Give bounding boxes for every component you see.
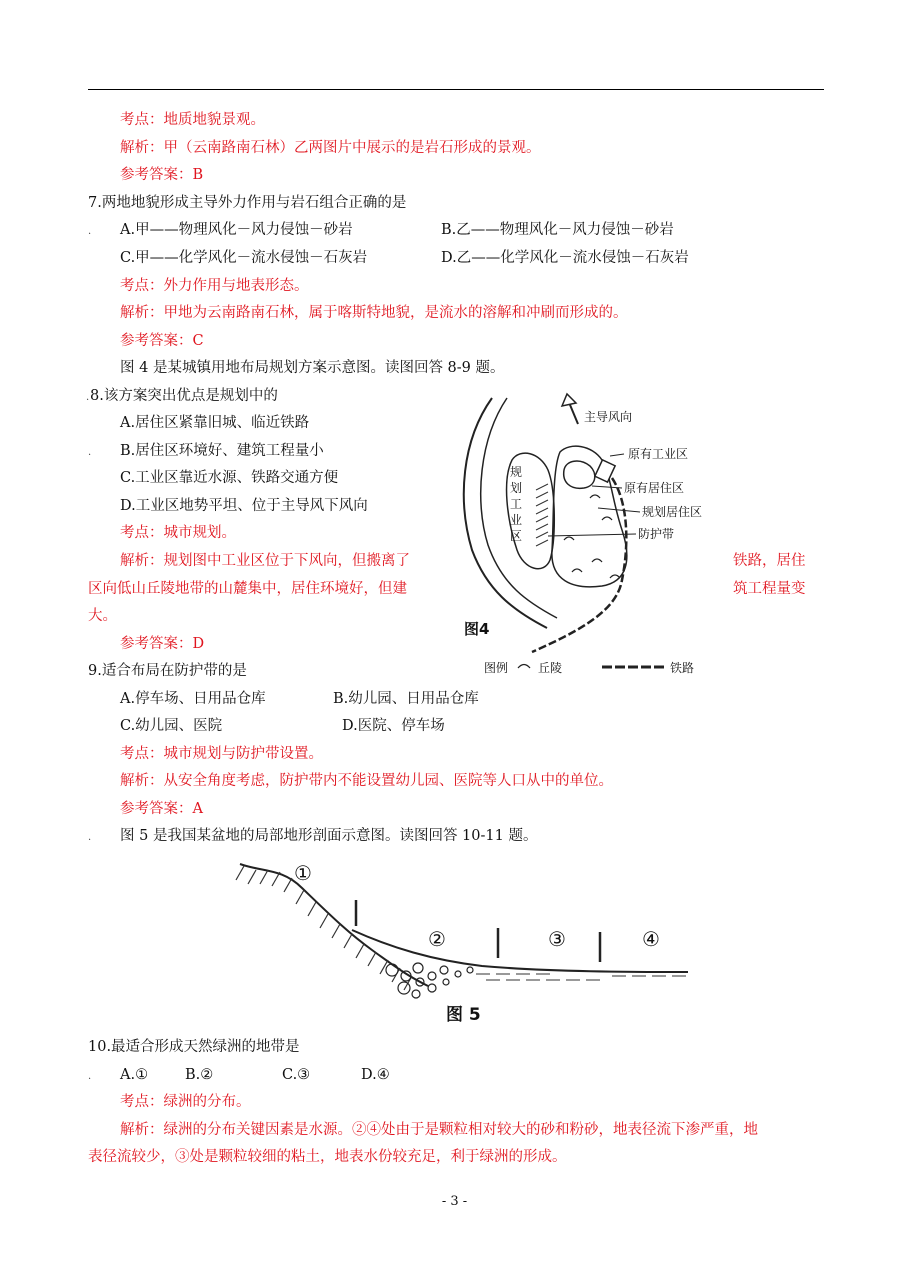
q7-option-c: C.甲——化学风化－流水侵蚀－石灰岩 [120, 250, 368, 266]
fig4-legend-label: 图例 [484, 661, 509, 675]
fig4-legend-hill: 丘陵 [538, 661, 563, 675]
q8-kaodian: 考点：城市规划。 [120, 525, 236, 541]
fig5-caption: 图 5 [446, 1005, 481, 1025]
q9-stem: 9.适合布局在防护带的是 [88, 663, 247, 679]
svg-text:划: 划 [510, 481, 523, 495]
q10-kaodian: 考点：绿洲的分布。 [120, 1094, 251, 1110]
fig4-legend-rail: 铁路 [670, 661, 695, 675]
fig4-plan-residential-label: 规划居住区 [642, 505, 703, 519]
fig4-intro: 图 4 是某城镇用地布局规划方案示意图。读图回答 8-9 题。 [120, 360, 505, 376]
bullet-dot: . [86, 392, 90, 403]
bullet-dot: . [88, 447, 92, 458]
q9-kaodian: 考点：城市规划与防护带设置。 [120, 746, 323, 762]
figure-4-land-use-map [452, 390, 732, 680]
bullet-dot: . [88, 832, 92, 843]
q9-option-b: B.幼儿园、日用品仓库 [333, 691, 479, 707]
q6-answer: 参考答案：B [120, 167, 204, 183]
q9-jiexi: 解析：从安全角度考虑，防护带内不能设置幼儿园、医院等人口从中的单位。 [120, 773, 613, 789]
fig4-old-residential-label: 原有居住区 [624, 481, 685, 495]
fig5-zone-2: ② [428, 927, 446, 951]
q8-answer: 参考答案：D [120, 636, 205, 652]
q10-stem: 10.最适合形成天然绿洲的地带是 [88, 1039, 300, 1055]
fig4-old-industry-label: 原有工业区 [628, 447, 689, 461]
q7-option-d: D.乙——化学风化－流水侵蚀－石灰岩 [441, 250, 689, 266]
q7-answer: 参考答案：C [120, 333, 204, 349]
fig5-zone-4: ④ [642, 927, 660, 951]
svg-text:区: 区 [510, 529, 523, 543]
q8-option-c: C.工业区靠近水源、铁路交通方便 [120, 470, 339, 486]
q7-option-b: B.乙——物理风化－风力侵蚀－砂岩 [441, 222, 674, 238]
q10-option-a: A.① [120, 1067, 149, 1083]
bullet-dot: . [88, 226, 92, 237]
q10-option-d: D.④ [361, 1067, 390, 1083]
q10-option-b: B.② [185, 1067, 214, 1083]
q9-option-c: C.幼儿园、医院 [120, 718, 223, 734]
header-rule [88, 89, 824, 90]
svg-text:业: 业 [510, 513, 523, 527]
q7-option-a: A.甲——物理风化－风力侵蚀－砂岩 [120, 222, 353, 238]
svg-text:规: 规 [510, 465, 523, 479]
q8-option-d: D.工业区地势平坦、位于主导风下风向 [120, 498, 368, 514]
q8-jiexi-line2-end: 筑工程量变 [733, 581, 806, 597]
fig4-caption: 图4 [464, 620, 490, 638]
q8-stem: 8.该方案突出优点是规划中的 [90, 388, 278, 404]
q6-kaodian: 考点：地质地貌景观。 [120, 112, 265, 128]
fig4-wind-label: 主导风向 [584, 410, 633, 424]
q8-jiexi-line2: 区向低山丘陵地带的山麓集中，居住环境好，但建 [88, 581, 407, 597]
fig4-belt-label: 防护带 [638, 527, 675, 541]
q6-jiexi: 解析：甲（云南路南石林）乙两图片中展示的是岩石形成的景观。 [120, 140, 541, 156]
q8-option-a: A.居住区紧靠旧城、临近铁路 [120, 415, 310, 431]
q8-jiexi-line1: 解析：规划图中工业区位于下风向，但搬离了 [120, 553, 410, 569]
page-number: - 3 - [441, 1194, 468, 1209]
fig5-zone-1: ① [294, 861, 312, 885]
fig5-intro: 图 5 是我国某盆地的局部地形剖面示意图。读图回答 10-11 题。 [120, 828, 538, 844]
fig5-zone-3: ③ [548, 927, 566, 951]
bullet-dot: . [88, 1071, 92, 1082]
figure-5-basin-profile [232, 852, 694, 1028]
q10-jiexi-line2: 表径流较少，③处是颗粒较细的粘土，地表水份较充足，利于绿洲的形成。 [88, 1149, 567, 1165]
hill-icon [518, 665, 530, 669]
q8-jiexi-line3: 大。 [88, 608, 117, 624]
q7-jiexi: 解析：甲地为云南路南石林，属于喀斯特地貌，是流水的溶解和冲刷而形成的。 [120, 305, 628, 321]
q10-option-c: C.③ [282, 1067, 311, 1083]
q10-jiexi-line1: 解析：绿洲的分布关键因素是水源。②④处由于是颗粒相对较大的砂和粉砂，地表径流下渗严重，地 [120, 1122, 758, 1138]
q9-option-d: D.医院、停车场 [342, 718, 445, 734]
q9-option-a: A.停车场、日用品仓库 [120, 691, 266, 707]
q9-answer: 参考答案：A [120, 801, 203, 817]
q7-kaodian: 考点：外力作用与地表形态。 [120, 278, 309, 294]
svg-text:工: 工 [510, 497, 523, 511]
q8-jiexi-line1-end: 铁路，居住 [733, 553, 806, 569]
q8-option-b: B.居住区环境好、建筑工程量小 [120, 443, 324, 459]
q7-stem: 7.两地地貌形成主导外力作用与岩石组合正确的是 [88, 195, 407, 211]
fig4-plan-industry-label [510, 464, 522, 543]
